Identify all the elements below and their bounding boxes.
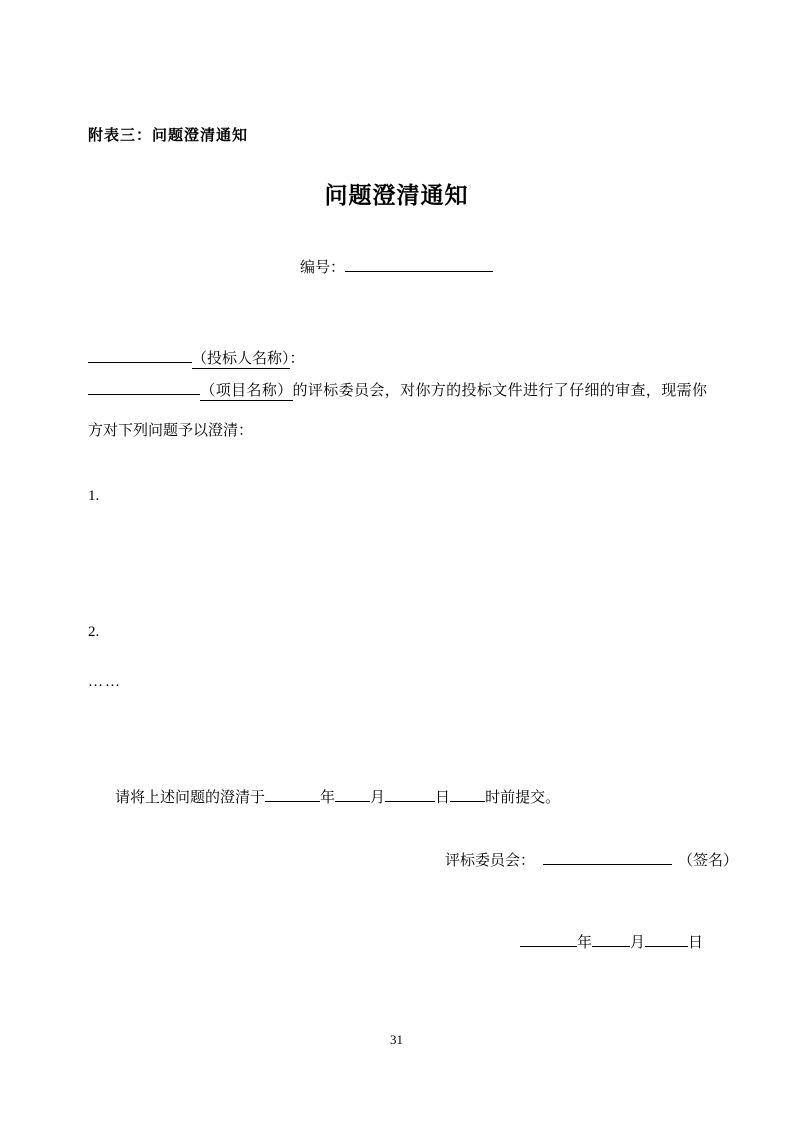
- clarification-item-1: 1.: [88, 488, 100, 504]
- page-title: 问题澄清通知: [324, 183, 469, 208]
- committee-signature-line: [445, 849, 738, 870]
- bidder-name-blank-field: [88, 347, 192, 363]
- submit-year-label: 年: [320, 790, 336, 806]
- number-line: [0, 256, 793, 277]
- bidder-name-placeholder: （投标人名称）: [192, 351, 290, 367]
- submit-month-blank-field: [335, 786, 370, 802]
- submit-day-blank-field: [385, 786, 435, 802]
- recipient-colon: ：: [289, 351, 305, 367]
- date-day-blank-field: [645, 931, 688, 947]
- submit-suffix: 时前提交。: [485, 790, 561, 806]
- committee-signature-blank-field: [543, 849, 672, 865]
- submit-year-blank-field: [265, 786, 320, 802]
- submit-day-label: 日: [435, 790, 451, 806]
- committee-label: 评标委员会：: [445, 853, 536, 869]
- date-line: [520, 931, 703, 952]
- attachment-label: 附表三：问题澄清通知: [88, 128, 249, 144]
- recipient-line: [88, 347, 305, 368]
- date-month-blank-field: [592, 931, 630, 947]
- date-year-label: 年: [577, 935, 593, 951]
- project-name-placeholder: （项目名称）: [200, 383, 293, 399]
- submit-deadline-line: [115, 786, 560, 807]
- body-paragraph-text: 的评标委员会，对你方的投标文件进行了仔细的审查，现需你方对下列问题予以澄清：: [88, 383, 707, 439]
- signature-suffix: （签名）: [678, 853, 739, 869]
- date-year-blank-field: [520, 931, 577, 947]
- project-name-blank-field: [88, 379, 200, 395]
- items-ellipsis: ……: [88, 674, 122, 690]
- number-blank-field: [345, 256, 493, 272]
- date-day-label: 日: [688, 935, 704, 951]
- date-month-label: 月: [630, 935, 646, 951]
- page-number: 31: [390, 1032, 403, 1047]
- number-label: 编号：: [299, 260, 345, 276]
- clarification-item-2: 2.: [88, 624, 100, 640]
- submit-prefix: 请将上述问题的澄清于: [115, 790, 266, 806]
- body-paragraph: [88, 371, 707, 451]
- submit-hour-blank-field: [450, 786, 485, 802]
- submit-month-label: 月: [370, 790, 386, 806]
